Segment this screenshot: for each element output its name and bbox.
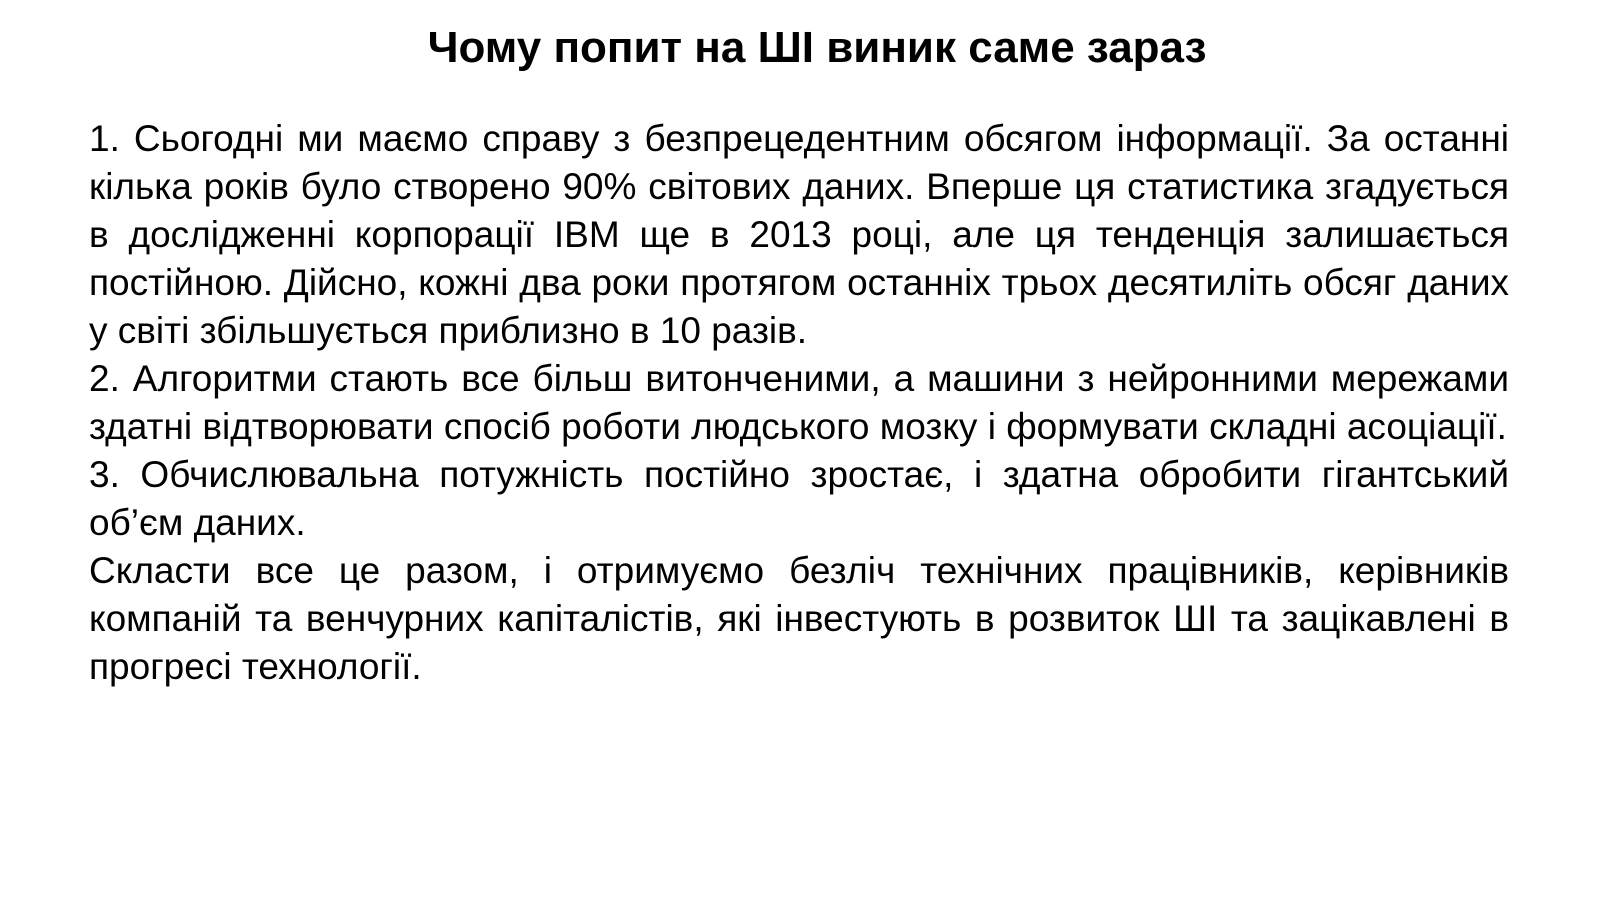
slide-body bbox=[89, 115, 1509, 691]
paragraph-algorithms: 2. Алгоритми стають все більш витонченими, а машини з нейронними мережами здатні відтворювати спосіб роботи людського мозку і формувати складні асоціації. bbox=[89, 358, 1509, 447]
slide-title: Чому попит на ШІ виник саме зараз bbox=[427, 23, 1207, 72]
paragraph-computing-power: 3. Обчислювальна потужність постійно зростає, і здатна обробити гігантський об’єм даних. bbox=[89, 454, 1509, 543]
paragraph-data-volume: 1. Сьогодні ми маємо справу з безпрецедентним обсягом інформації. За останні кілька років було створено 90% світових даних. Вперше ця статистика згадується в дослідженні корпорації IBM ще в 2013 році, але ця тенденція залишається постійною. Дійсно, кожні два роки протягом останніх трьох десятиліть обсяг даних у світі збільшується приблизно в 10 разів. bbox=[89, 118, 1509, 351]
paragraph-conclusion: Скласти все це разом, і отримуємо безліч технічних працівників, керівників компаній та венчурних капіталістів, які інвестують в розвиток ШІ та зацікавлені в прогресі технології. bbox=[89, 550, 1509, 687]
